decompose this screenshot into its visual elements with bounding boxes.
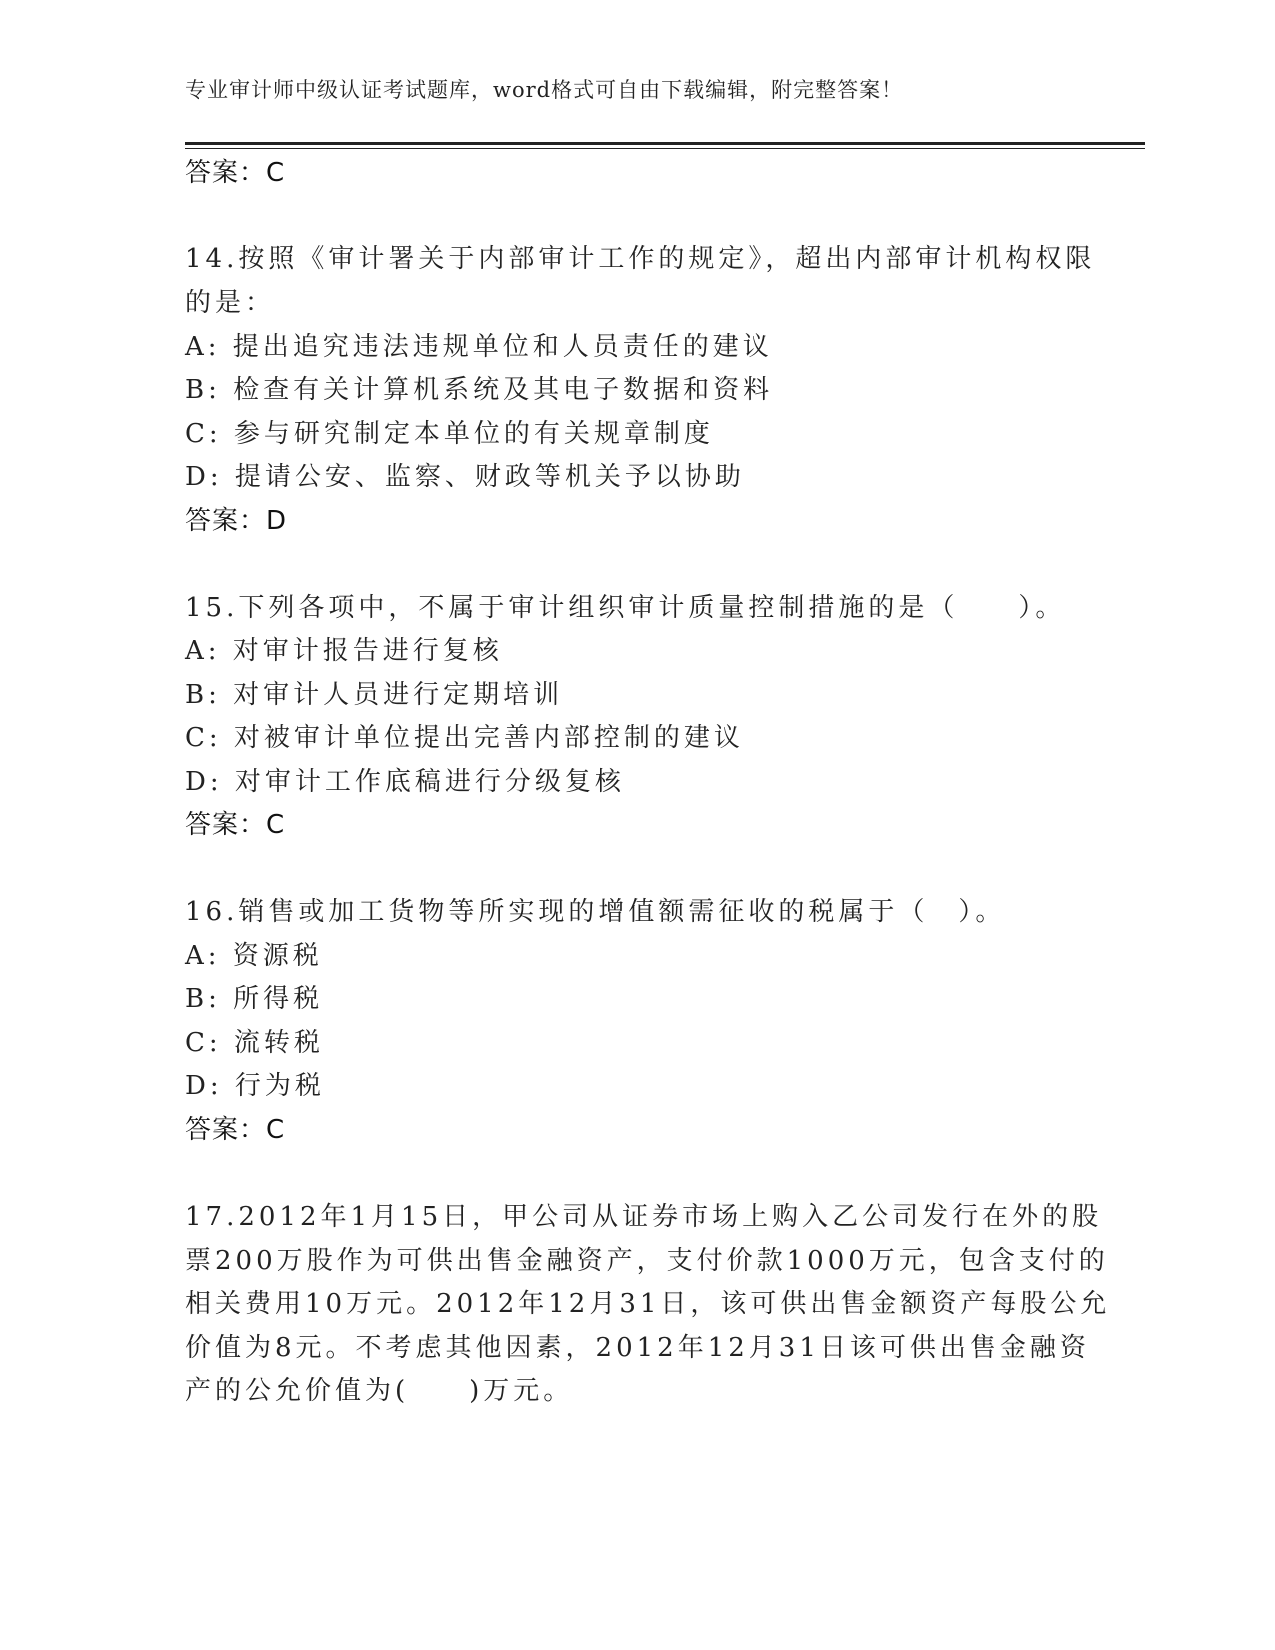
question-14-stem-line-1: 14.按照《审计署关于内部审计工作的规定》，超出内部审计机构权限 [185, 244, 1096, 274]
question-17-stem-line-2: 票200万股作为可供出售金融资产，支付价款1000万元，包含支付的 [185, 1246, 1109, 1276]
question-17-stem-line-3: 相关费用10万元。2012年12月31日，该可供出售金额资产每股公允 [185, 1289, 1111, 1319]
question-15-stem-line-1: 15.下列各项中，不属于审计组织审计质量控制措施的是（ ）。 [185, 593, 1066, 623]
question-15-option-d: D: 对审计工作底稿进行分级复核 [185, 767, 625, 797]
question-14-option-b: B: 检查有关计算机系统及其电子数据和资料 [185, 375, 774, 405]
question-17-stem-line-1: 17.2012年1月15日，甲公司从证券市场上购入乙公司发行在外的股 [185, 1202, 1103, 1232]
question-14-stem-line-2: 的是： [185, 288, 276, 318]
answer-15: 答案：C [185, 810, 286, 840]
answer-13: 答案：C [185, 158, 286, 188]
question-16-option-c: C: 流转税 [185, 1028, 324, 1058]
header-rule-thick [185, 142, 1145, 145]
header-rule-thin [185, 148, 1145, 149]
question-14-option-c: C: 参与研究制定本单位的有关规章制度 [185, 419, 714, 449]
answer-16: 答案：C [185, 1115, 286, 1145]
question-14-option-a: A: 提出追究违法违规单位和人员责任的建议 [185, 332, 773, 362]
question-17-stem-line-4: 价值为8元。不考虑其他因素，2012年12月31日该可供出售金融资 [185, 1333, 1090, 1363]
question-16-option-a: A: 资源税 [185, 941, 323, 971]
question-15-option-a: A: 对审计报告进行复核 [185, 636, 503, 666]
page-header: 专业审计师中级认证考试题库，word格式可自由下载编辑，附完整答案！ [185, 78, 904, 102]
question-17-stem-line-5: 产的公允价值为( )万元。 [185, 1376, 574, 1406]
answer-14: 答案：D [185, 506, 288, 536]
question-15-option-c: C: 对被审计单位提出完善内部控制的建议 [185, 723, 744, 753]
question-16-stem-line-1: 16.销售或加工货物等所实现的增值额需征收的税属于（ ）。 [185, 897, 1006, 927]
question-16-option-d: D: 行为税 [185, 1071, 325, 1101]
question-16-option-b: B: 所得税 [185, 984, 324, 1014]
question-15-option-b: B: 对审计人员进行定期培训 [185, 680, 564, 710]
question-14-option-d: D: 提请公安、监察、财政等机关予以协助 [185, 462, 745, 492]
